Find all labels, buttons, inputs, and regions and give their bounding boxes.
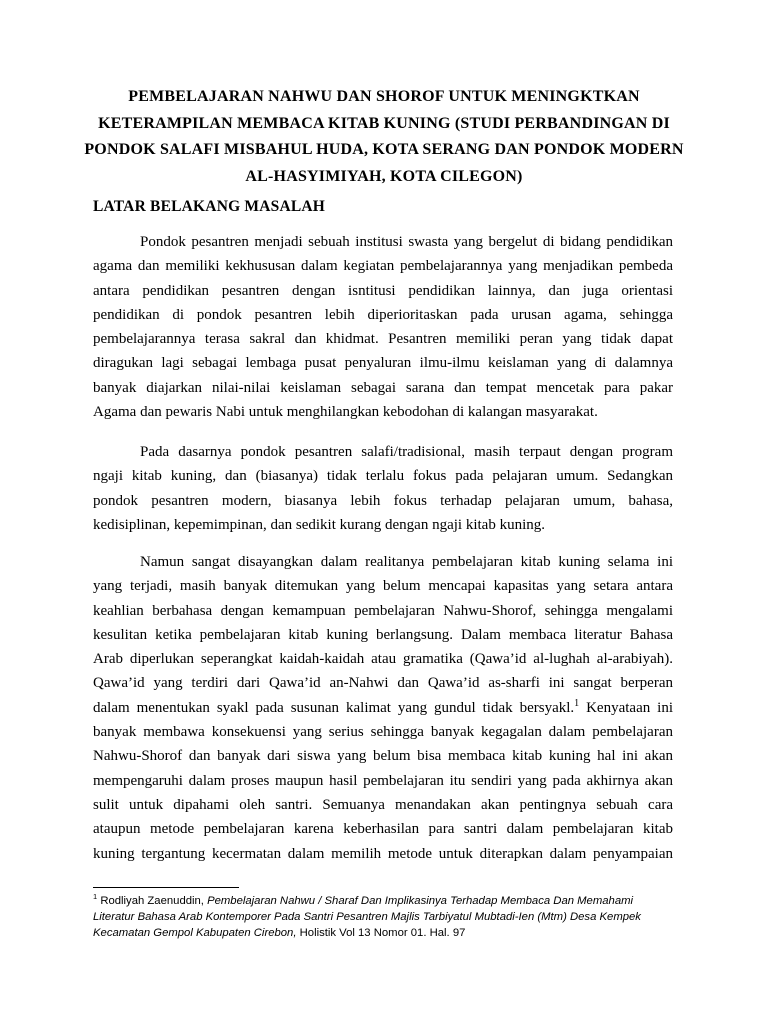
footnote-line bbox=[93, 893, 673, 909]
text-line: ngaji kitab kuning, dan (biasanya) tidak terlalu fokus pada pelajaran umum. Sedangkan bbox=[93, 468, 673, 485]
text-line: mempengaruhi dalam proses maupun hasil pembelajaran itu sendiri yang pada akhirnya akan bbox=[93, 772, 673, 789]
text-line: Qawa’id yang terdiri dari Qawa’id an-Nahwi dan Qawa’id as-sharfi ini sangat berperan bbox=[93, 675, 673, 692]
title-line: PONDOK SALAFI MISBAHUL HUDA, KOTA SERANG DAN PONDOK MODERN bbox=[84, 141, 684, 158]
footnote-title: Pembelajaran Nahwu / Sharaf Dan Implikasinya Terhadap Membaca Dan Memahami bbox=[207, 895, 634, 907]
footnote-title: Kecamatan Gempol Kabupaten Cirebon, bbox=[93, 927, 297, 939]
text-line: kesulitan ketika pembelajaran kitab kuning berlangsung. Dalam membaca literatur Bahasa bbox=[93, 626, 673, 643]
text-line: keahlian berbahasa dengan kemampuan pembelajaran Nahwu-Shorof, sehingga mengalami bbox=[93, 602, 673, 619]
text-line: pembelajarannya terasa sakral dan khidmat. Pesantren memiliki peran yang tidak dapat bbox=[93, 331, 673, 348]
paragraph-1 bbox=[93, 230, 673, 424]
paragraph-3 bbox=[93, 550, 673, 866]
text-line: sulit untuk dipahami oleh santri. Semuanya menandakan akan pentingnya sebuah cara bbox=[93, 796, 673, 813]
text-line: agama dan memiliki kekhususan dalam kegiatan pembelajarannya yang menjadikan pembeda bbox=[93, 258, 673, 275]
text-line: pondok pesantren modern, biasanya lebih fokus terhadap pelajaran umum, bahasa, bbox=[93, 492, 673, 509]
text-line: Nahwu-Shorof dan banyak dari siswa yang belum bisa membaca kitab kuning hal ini akan bbox=[93, 748, 673, 765]
footnote-line bbox=[93, 925, 673, 941]
text-line: antara pendidikan pesantren dengan isntitusi pendidikan lainnya, dan juga orientasi bbox=[93, 282, 673, 299]
footnote-author: Rodliyah Zaenuddin, bbox=[100, 895, 204, 907]
paragraph-2 bbox=[93, 440, 673, 537]
text-segment: Kenyataan ini bbox=[586, 699, 673, 716]
text-line: Namun sangat disayangkan dalam realitanya pembelajaran kitab kuning selama ini bbox=[140, 554, 673, 570]
footnote-source: Holistik Vol 13 Nomor 01. Hal. 97 bbox=[299, 927, 466, 939]
section-heading: LATAR BELAKANG MASALAH bbox=[93, 198, 326, 215]
text-line: banyak membawa konsekuensi yang serius sehingga banyak kegagalan dalam pembelajaran bbox=[93, 724, 673, 741]
text-line: Arab diperlukan seperangkat kaidah-kaidah atau gramatika (Qawa’id al-lughah al-arabiyah). bbox=[93, 651, 673, 668]
footnote-number: 1 bbox=[93, 892, 98, 902]
text-line: Pondok pesantren menjadi sebuah institusi swasta yang bergelut di bidang pendidikan bbox=[140, 234, 673, 250]
text-line: yang terjadi, masih banyak ditemukan yang belum mencapai kapasitas yang setara antara bbox=[93, 578, 673, 595]
footnote-reference[interactable]: 1 bbox=[574, 697, 580, 709]
text-line: banyak diajarkan nilai-nilai keislaman sebagai sarana dan tempat mencetak para pakar bbox=[93, 379, 673, 396]
title-line: AL-HASYIMIYAH, KOTA CILEGON) bbox=[245, 167, 523, 185]
text-line: Agama dan pewaris Nabi untuk menghilangkan kebodohan di kalangan masyarakat. bbox=[93, 404, 598, 421]
title-line: KETERAMPILAN MEMBACA KITAB KUNING (STUDI PERBANDINGAN DI bbox=[98, 114, 670, 132]
title-line: PEMBELAJARAN NAHWU DAN SHOROF UNTUK MENINGKTKAN bbox=[128, 88, 640, 105]
document-title bbox=[80, 84, 688, 190]
text-line: ataupun metode pembelajaran karena keberhasilan para santri dalam pembelajaran kitab bbox=[93, 821, 673, 838]
text-line: diragukan lagi sebagai lembaga pusat penyaluran ilmu-ilmu keislaman yang di dalamnya bbox=[93, 355, 673, 372]
footnote-separator bbox=[93, 887, 239, 888]
text-line: pendidikan di pondok pesantren lebih diperioritaskan pada urusan agama, sehingga bbox=[93, 306, 673, 323]
text-line: kedisiplinan, kepemimpinan, dan sedikit kurang dengan ngaji kitab kuning. bbox=[93, 516, 545, 533]
footnote-line: Literatur Bahasa Arab Kontemporer Pada Santri Pesantren Majlis Tarbiyatul Mubtadi-Ien (Mtm) Desa Kempek bbox=[93, 911, 641, 923]
text-line: Pada dasarnya pondok pesantren salafi/tradisional, masih terpaut dengan program bbox=[140, 444, 673, 460]
text-line: kuning tergantung kecermatan dalam memilih metode untuk diterapkan dalam penyampaian bbox=[93, 845, 673, 862]
text-segment: dalam menentukan syakl pada susunan kalimat yang gundul tidak bersyakl. bbox=[93, 699, 575, 716]
text-line-with-footnote bbox=[93, 696, 673, 720]
footnote bbox=[93, 893, 673, 941]
